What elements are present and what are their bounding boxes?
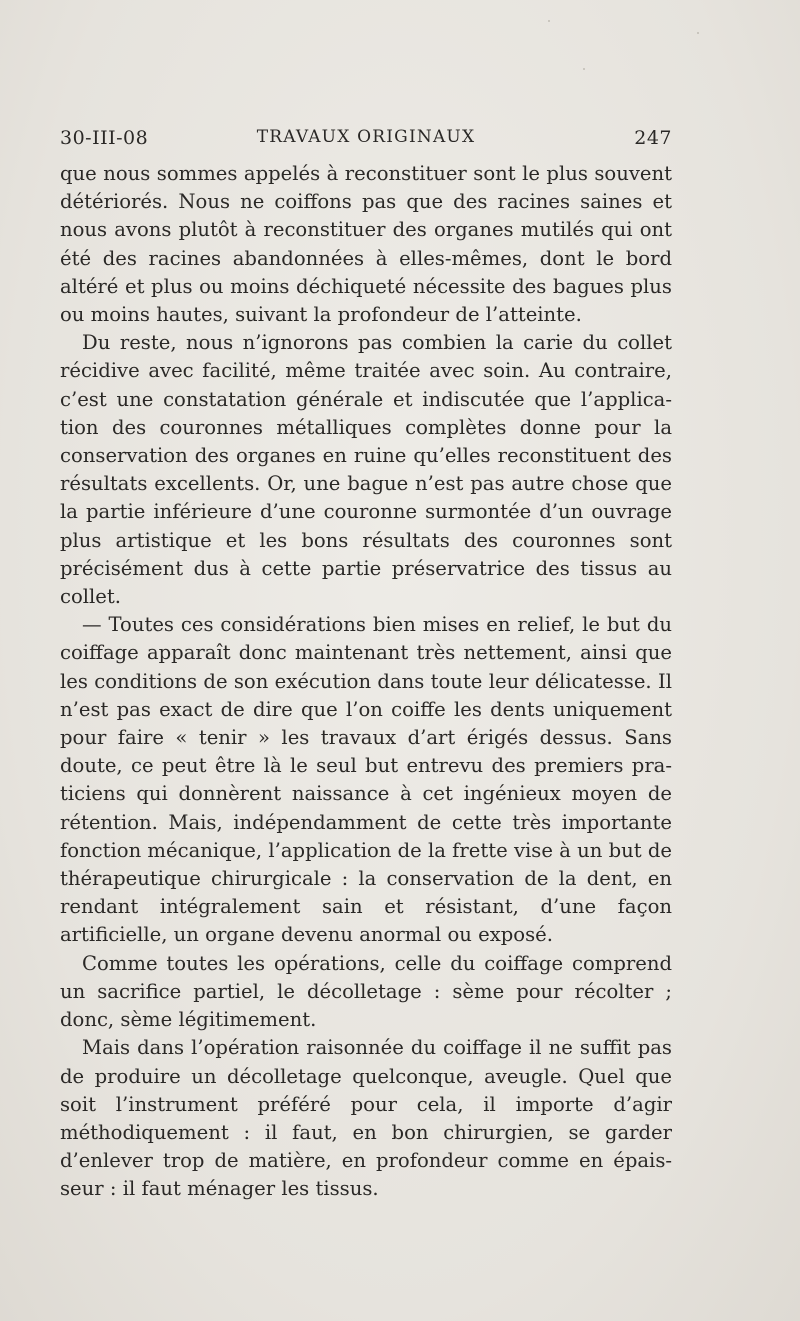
- page-number: 247: [634, 127, 672, 149]
- paragraph: Du reste, nous n’ignorons pas combien la carie du collet récidive avec facilité, même traitée avec soin. Au contraire, c’est une constatation générale et indiscutée que l’application des couronnes métalliques complètes donne pour la conservation des organes en ruine qu’elles reconstituent des résultats excellents. Or, une bague n’est pas autre chose que la partie inférieure d’une couronne surmontée d’un ouvrage plus artistique et les bons résultats des couronnes sont précisément dus à cette partie préservatrice des tissus au collet.: [60, 331, 672, 609]
- paragraph: — Toutes ces considérations bien mises en relief, le but du coiffage apparaît donc maintenant très nettement, ainsi que les conditions de son exécution dans toute leur délicatesse. Il n’est pas exact de dire que l’on coiffe les dents uniquement pour faire « tenir » les travaux d’art érigés dessus. Sans doute, ce peut être là le seul but entrevu des premiers praticiens qui donnèrent naissance à cet ingénieux moyen de rétention. Mais, indépendamment de cette très importante fonction mécanique, l’application de la frette vise à un but de thérapeutique chirurgicale : la conservation de la dent, en rendant intégralement sain et résistant, d’une façon artificielle, un organe devenu anormal ou exposé.: [60, 613, 672, 947]
- body-text: [60, 160, 672, 1204]
- paper-speck: [583, 68, 585, 70]
- paragraph: Comme toutes les opérations, celle du coiffage comprend un sacrifice partiel, le décolletage : sème pour récolter ; donc, sème légitimement.: [60, 951, 672, 1032]
- paper-speck: [697, 32, 699, 34]
- section-title: TRAVAUX ORIGINAUX: [256, 127, 476, 147]
- running-head: [60, 127, 672, 157]
- paragraph-continuation: que nous sommes appelés à reconstituer sont le plus souvent détériorés. Nous ne coiffons pas que des racines saines et nous avons plutôt à reconstituer des organes mutilés qui ont été des racines abandonnées à elles-mêmes, dont le bord altéré et plus ou moins déchiqueté nécessite des bagues plus ou moins hautes, suivant la profondeur de l’atteinte.: [60, 162, 672, 327]
- issue-date: 30-III-08: [60, 127, 149, 149]
- paragraph: Mais dans l’opération raisonnée du coiffage il ne suffit pas de produire un décolletage quelconque, aveugle. Quel que soit l’instrument préféré pour cela, il importe d’agir méthodiquement : il faut, en bon chirurgien, se garder d’enlever trop de matière, en profondeur comme en épaisseur : il faut ménager les tissus.: [60, 1036, 672, 1201]
- paper-speck: [548, 20, 550, 22]
